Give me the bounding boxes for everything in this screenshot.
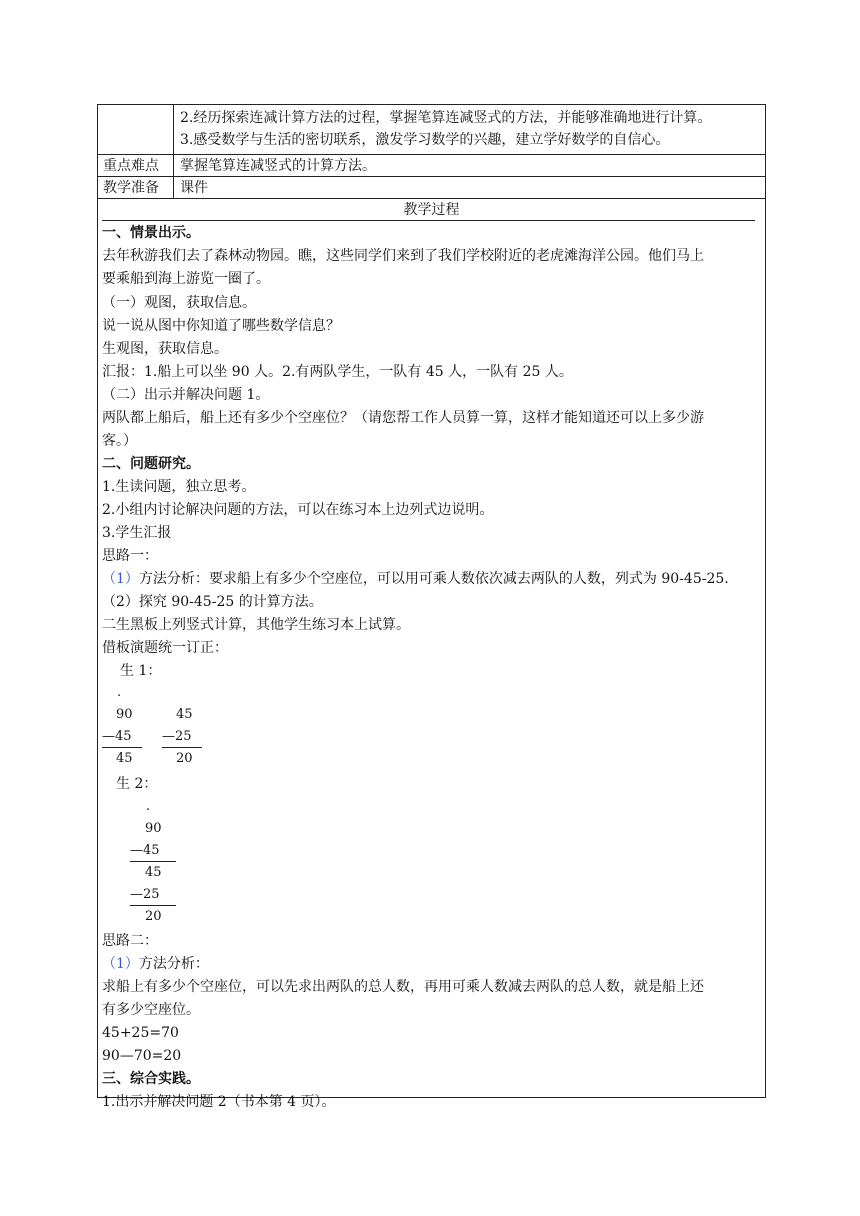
text-line: 二生黑板上列竖式计算，其他学生练习本上试算。 — [102, 617, 410, 633]
preparation-label: 教学准备 — [98, 177, 174, 198]
calc1-dot: . — [117, 685, 122, 700]
lesson-plan-table — [97, 104, 766, 1110]
student-1-label: 生 1： — [120, 663, 162, 679]
text-line: 1.出示并解决问题 2（书本第 4 页）。 — [102, 1094, 336, 1110]
text-line: 3.学生汇报 — [102, 525, 172, 541]
section-1-heading: 一、情景出示。 — [102, 225, 200, 241]
goals-content — [180, 107, 761, 151]
text-line: 思路一： — [102, 548, 158, 564]
method-analysis-1: 方法分析：要求船上有多少个空座位，可以用可乘人数依次减去两队的人数，列式为 90-45-25. — [138, 571, 729, 587]
text-line: 求船上有多少个空座位，可以先求出两队的总人数，再用可乘人数减去两队的总人数，就是船上还 — [102, 979, 704, 995]
calc2-rule-1 — [130, 861, 176, 862]
calc1-result: 45 — [116, 751, 133, 766]
calc2-subtrahend-1: —45 — [130, 843, 160, 858]
goals-row — [98, 105, 765, 155]
paren-marker: （1） — [102, 956, 139, 972]
key-points-label: 重点难点 — [98, 155, 174, 176]
text-line: 借板演题统一订正： — [102, 640, 228, 656]
calc2-subtrahend-2: —25 — [130, 887, 160, 902]
equation-line: 90—70=20 — [102, 1048, 182, 1064]
equation-line: 45+25=70 — [102, 1025, 179, 1041]
section-2-heading: 二、问题研究。 — [102, 456, 200, 472]
calc1-rule-a — [102, 747, 142, 748]
goal-line-2: 2.经历探索连减计算方法的过程，掌握笔算连减竖式的方法，并能够准确地进行计算。 — [180, 110, 712, 126]
calc1b-subtrahend: —25 — [162, 729, 192, 744]
calc2-rule-2 — [130, 905, 176, 906]
paren-marker: （1） — [102, 571, 139, 587]
student-2-label: 生 2： — [116, 776, 158, 792]
goal-line-3: 3.感受数学与生活的密切联系，激发学习数学的兴趣，建立学好数学的自信心。 — [180, 132, 670, 148]
goals-label-cell — [98, 105, 174, 154]
text-line: 思路二： — [102, 933, 158, 949]
method-analysis-2: 方法分析： — [138, 956, 209, 972]
text-line: （一）观图，获取信息。 — [102, 295, 256, 311]
calc1b-minuend: 45 — [176, 707, 193, 722]
calc1b-result: 20 — [176, 751, 193, 766]
key-points-value: 掌握笔算连减竖式的计算方法。 — [180, 158, 376, 174]
text-line: 客。） — [102, 433, 137, 449]
calc2-dot: . — [146, 799, 151, 814]
text-line — [102, 569, 729, 589]
text-line — [102, 954, 209, 974]
text-line: 要乘船到海上游览一圈了。 — [102, 271, 270, 287]
text-line: 生观图，获取信息。 — [102, 341, 228, 357]
key-points-row — [98, 155, 765, 177]
calc2-result: 20 — [145, 909, 162, 924]
calc1-rule-b — [162, 747, 202, 748]
calc1-subtrahend: —45 — [102, 729, 132, 744]
text-line: 汇报：1.船上可以坐 90 人。2.有两队学生，一队有 45 人，一队有 25 人。 — [102, 364, 573, 380]
text-line: 两队都上船后，船上还有多少个空座位？（请您帮工作人员算一算，这样才能知道还可以上多少游 — [102, 410, 704, 426]
text-line: 1.生读问题，独立思考。 — [102, 479, 256, 495]
section-3-heading: 三、综合实践。 — [102, 1071, 200, 1087]
calc2-intermediate: 45 — [145, 865, 162, 880]
text-line: 说一说从图中你知道了哪些数学信息？ — [102, 318, 340, 334]
text-line: （二）出示并解决问题 1。 — [102, 387, 270, 403]
preparation-value: 课件 — [180, 180, 208, 196]
text-line: 有多少空座位。 — [102, 1002, 200, 1018]
text-line: （2）探究 90-45-25 的计算方法。 — [102, 594, 323, 610]
process-title: 教学过程 — [403, 202, 460, 218]
process-title-rule — [102, 220, 755, 221]
text-line: 2.小组内讨论解决问题的方法，可以在练习本上边列式边说明。 — [102, 502, 494, 518]
preparation-row — [98, 177, 765, 199]
text-line: 去年秋游我们去了森林动物园。瞧，这些同学们来到了我们学校附近的老虎滩海洋公园。他们马上 — [102, 248, 704, 264]
calc1-minuend: 90 — [116, 707, 133, 722]
calc2-minuend: 90 — [145, 821, 162, 836]
